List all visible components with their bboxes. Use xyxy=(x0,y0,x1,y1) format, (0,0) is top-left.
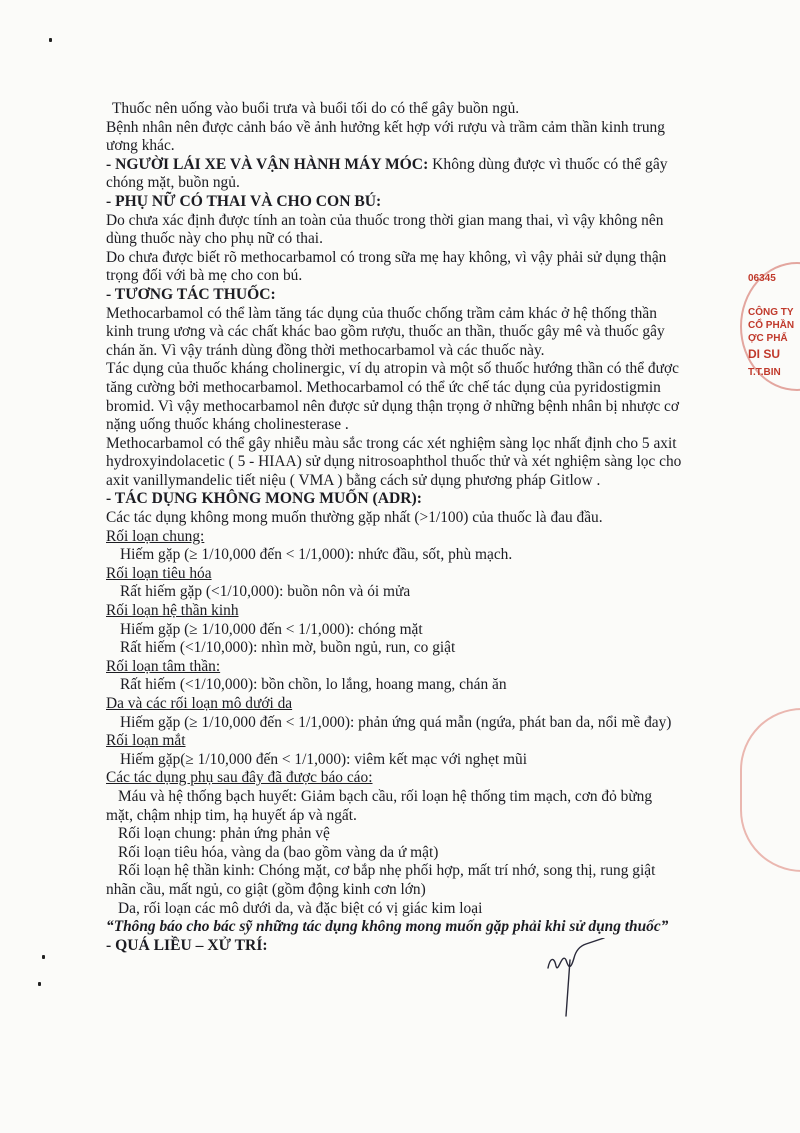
stamp-text: DI SU xyxy=(748,347,781,361)
text-line: Thuốc nên uống vào buổi trưa và buổi tối do có thể gây buồn ngủ. xyxy=(112,100,520,117)
stamp-text: T.T.BIN xyxy=(748,367,781,378)
section-heading-pregnancy: - PHỤ NỮ CÓ THAI VÀ CHO CON BÚ: xyxy=(106,192,382,210)
text-line: tăng cường bởi methocarbamol. Methocarbamol có thể ức chế tác dụng của pyridostigmin xyxy=(106,378,661,396)
text-line: Methocarbamol có thể gây nhiễu màu sắc trong các xét nghiệm sàng lọc nhất định cho 5 axit xyxy=(106,434,677,452)
text-line: Hiếm gặp(≥ 1/10,000 đến < 1/1,000): viêm kết mạc với nghẹt mũi xyxy=(120,750,527,768)
scan-speck xyxy=(49,38,52,42)
text-line: Máu và hệ thống bạch huyết: Giảm bạch cầu, rối loạn hệ thống tim mạch, cơn đỏ bừng xyxy=(118,787,653,805)
subheading: Rối loạn mắt xyxy=(106,732,186,750)
text-line: nhãn cầu, mất ngủ, co giật (gồm động kinh cơn lớn) xyxy=(106,880,426,898)
text-line: Bệnh nhân nên được cảnh báo về ảnh hưởng kết hợp với rượu và trầm cảm thần kinh trung xyxy=(106,118,665,136)
text-line: dùng thuốc này cho phụ nữ có thai. xyxy=(106,230,323,248)
text-line: Methocarbamol có thể làm tăng tác dụng của thuốc chống trầm cảm khác ở hệ thống thần xyxy=(106,304,657,322)
subheading: Các tác dụng phụ sau đây đã được báo cáo: xyxy=(106,769,373,787)
text-line: Da, rối loạn các mô dưới da, và đặc biệt có vị giác kim loại xyxy=(118,899,483,917)
stamp-text: ỢC PHẨ xyxy=(748,333,788,344)
section-heading-overdose: - QUÁ LIỀU – XỬ TRÍ: xyxy=(106,936,268,954)
notice-quote: “Thông báo cho bác sỹ những tác dụng không mong muốn gặp phải khi sử dụng thuốc” xyxy=(106,918,669,936)
text-line: mặt, chậm nhịp tim, hạ huyết áp và ngất. xyxy=(106,806,357,824)
document-body xyxy=(106,100,756,955)
text-line: Rất hiếm (<1/10,000): nhìn mờ, buồn ngủ, run, co giật xyxy=(120,639,456,657)
text-line: kinh trung ương và các chất khác bao gồm rượu, thuốc an thần, thuốc gây mê và thuốc gây xyxy=(106,323,665,341)
text-line: trọng đối với bà mẹ cho con bú. xyxy=(106,267,303,285)
subheading: Rối loạn hệ thần kinh xyxy=(106,602,239,620)
text-line: bromid. Vì vậy methocarbamol nên được sử dụng thận trọng ở những bệnh nhân bị nhược cơ xyxy=(106,397,679,415)
subheading: Rối loạn tâm thần: xyxy=(106,657,221,675)
text-line: Tác dụng của thuốc kháng cholinergic, ví dụ atropin và một số thuốc hướng thần có thể được xyxy=(106,360,679,378)
text-line: hydroxyindolacetic ( 5 - HIAA) sử dụng nitrosoaphthol thuốc thử và xét nghiệm sàng lọc cho xyxy=(106,453,682,471)
section-heading-adr: - TÁC DỤNG KHÔNG MONG MUỐN (ADR): xyxy=(106,490,422,508)
text-line: Hiếm gặp (≥ 1/10,000 đến < 1/1,000): nhức đầu, sốt, phù mạch. xyxy=(120,546,513,564)
scan-speck xyxy=(42,955,45,959)
text-line: Do chưa được biết rõ methocarbamol có trong sữa mẹ hay không, vì vậy phải sử dụng thận xyxy=(106,248,667,266)
text-line: Rất hiếm (<1/10,000): bồn chồn, lo lắng, hoang mang, chán ăn xyxy=(120,676,507,694)
text-line: Rất hiếm gặp (<1/10,000): buồn nôn và ói mửa xyxy=(120,583,411,601)
heading-body: Không dùng được vì thuốc có thể gây xyxy=(428,155,668,173)
text-line: Rối loạn chung: phản ứng phản vệ xyxy=(118,825,330,843)
text-line: Các tác dụng không mong muốn thường gặp nhất (>1/100) của thuốc là đau đầu. xyxy=(106,509,603,527)
signature xyxy=(540,938,610,1018)
text-line: Hiếm gặp (≥ 1/10,000 đến < 1/1,000): phản ứng quá mẫn (ngứa, phát ban da, nổi mề đay) xyxy=(120,713,672,731)
stamp-text: CỔ PHẦN xyxy=(748,320,795,331)
company-stamp xyxy=(740,262,800,387)
text-line: chán ăn. Vì vậy tránh dùng đồng thời methocarbamol và các thuốc này. xyxy=(106,341,545,359)
section-heading-interactions: - TƯƠNG TÁC THUỐC: xyxy=(106,285,276,303)
text-line: chóng mặt, buồn ngủ. xyxy=(106,174,240,192)
text-line: Rối loạn hệ thần kinh: Chóng mặt, cơ bắp nhẹ phối hợp, mất trí nhớ, song thị, rung giật xyxy=(118,862,656,880)
text-line: Rối loạn tiêu hóa, vàng da (bao gồm vàng da ứ mật) xyxy=(118,843,439,861)
subheading: Da và các rối loạn mô dưới da xyxy=(106,695,293,712)
subheading: Rối loạn chung: xyxy=(106,527,205,545)
text-line: ương khác. xyxy=(106,137,175,155)
section-heading-driving xyxy=(106,156,756,175)
stamp-text: 06345 xyxy=(748,273,776,284)
scan-speck xyxy=(38,982,41,986)
text-line: Hiếm gặp (≥ 1/10,000 đến < 1/1,000): chóng mặt xyxy=(120,620,423,638)
stamp-text: CÔNG TY xyxy=(748,307,794,318)
subheading: Rối loạn tiêu hóa xyxy=(106,564,212,582)
heading-title: - NGƯỜI LÁI XE VÀ VẬN HÀNH MÁY MÓC: xyxy=(106,155,429,173)
text-line: nặng uống thuốc kháng cholinesterase . xyxy=(106,416,349,434)
text-line: axit vanillymandelic tiết niệu ( VMA ) bằng cách sử dụng phương pháp Gitlow . xyxy=(106,471,601,489)
text-line: Do chưa xác định được tính an toàn của thuốc trong thời gian mang thai, vì vậy không nên xyxy=(106,211,664,229)
